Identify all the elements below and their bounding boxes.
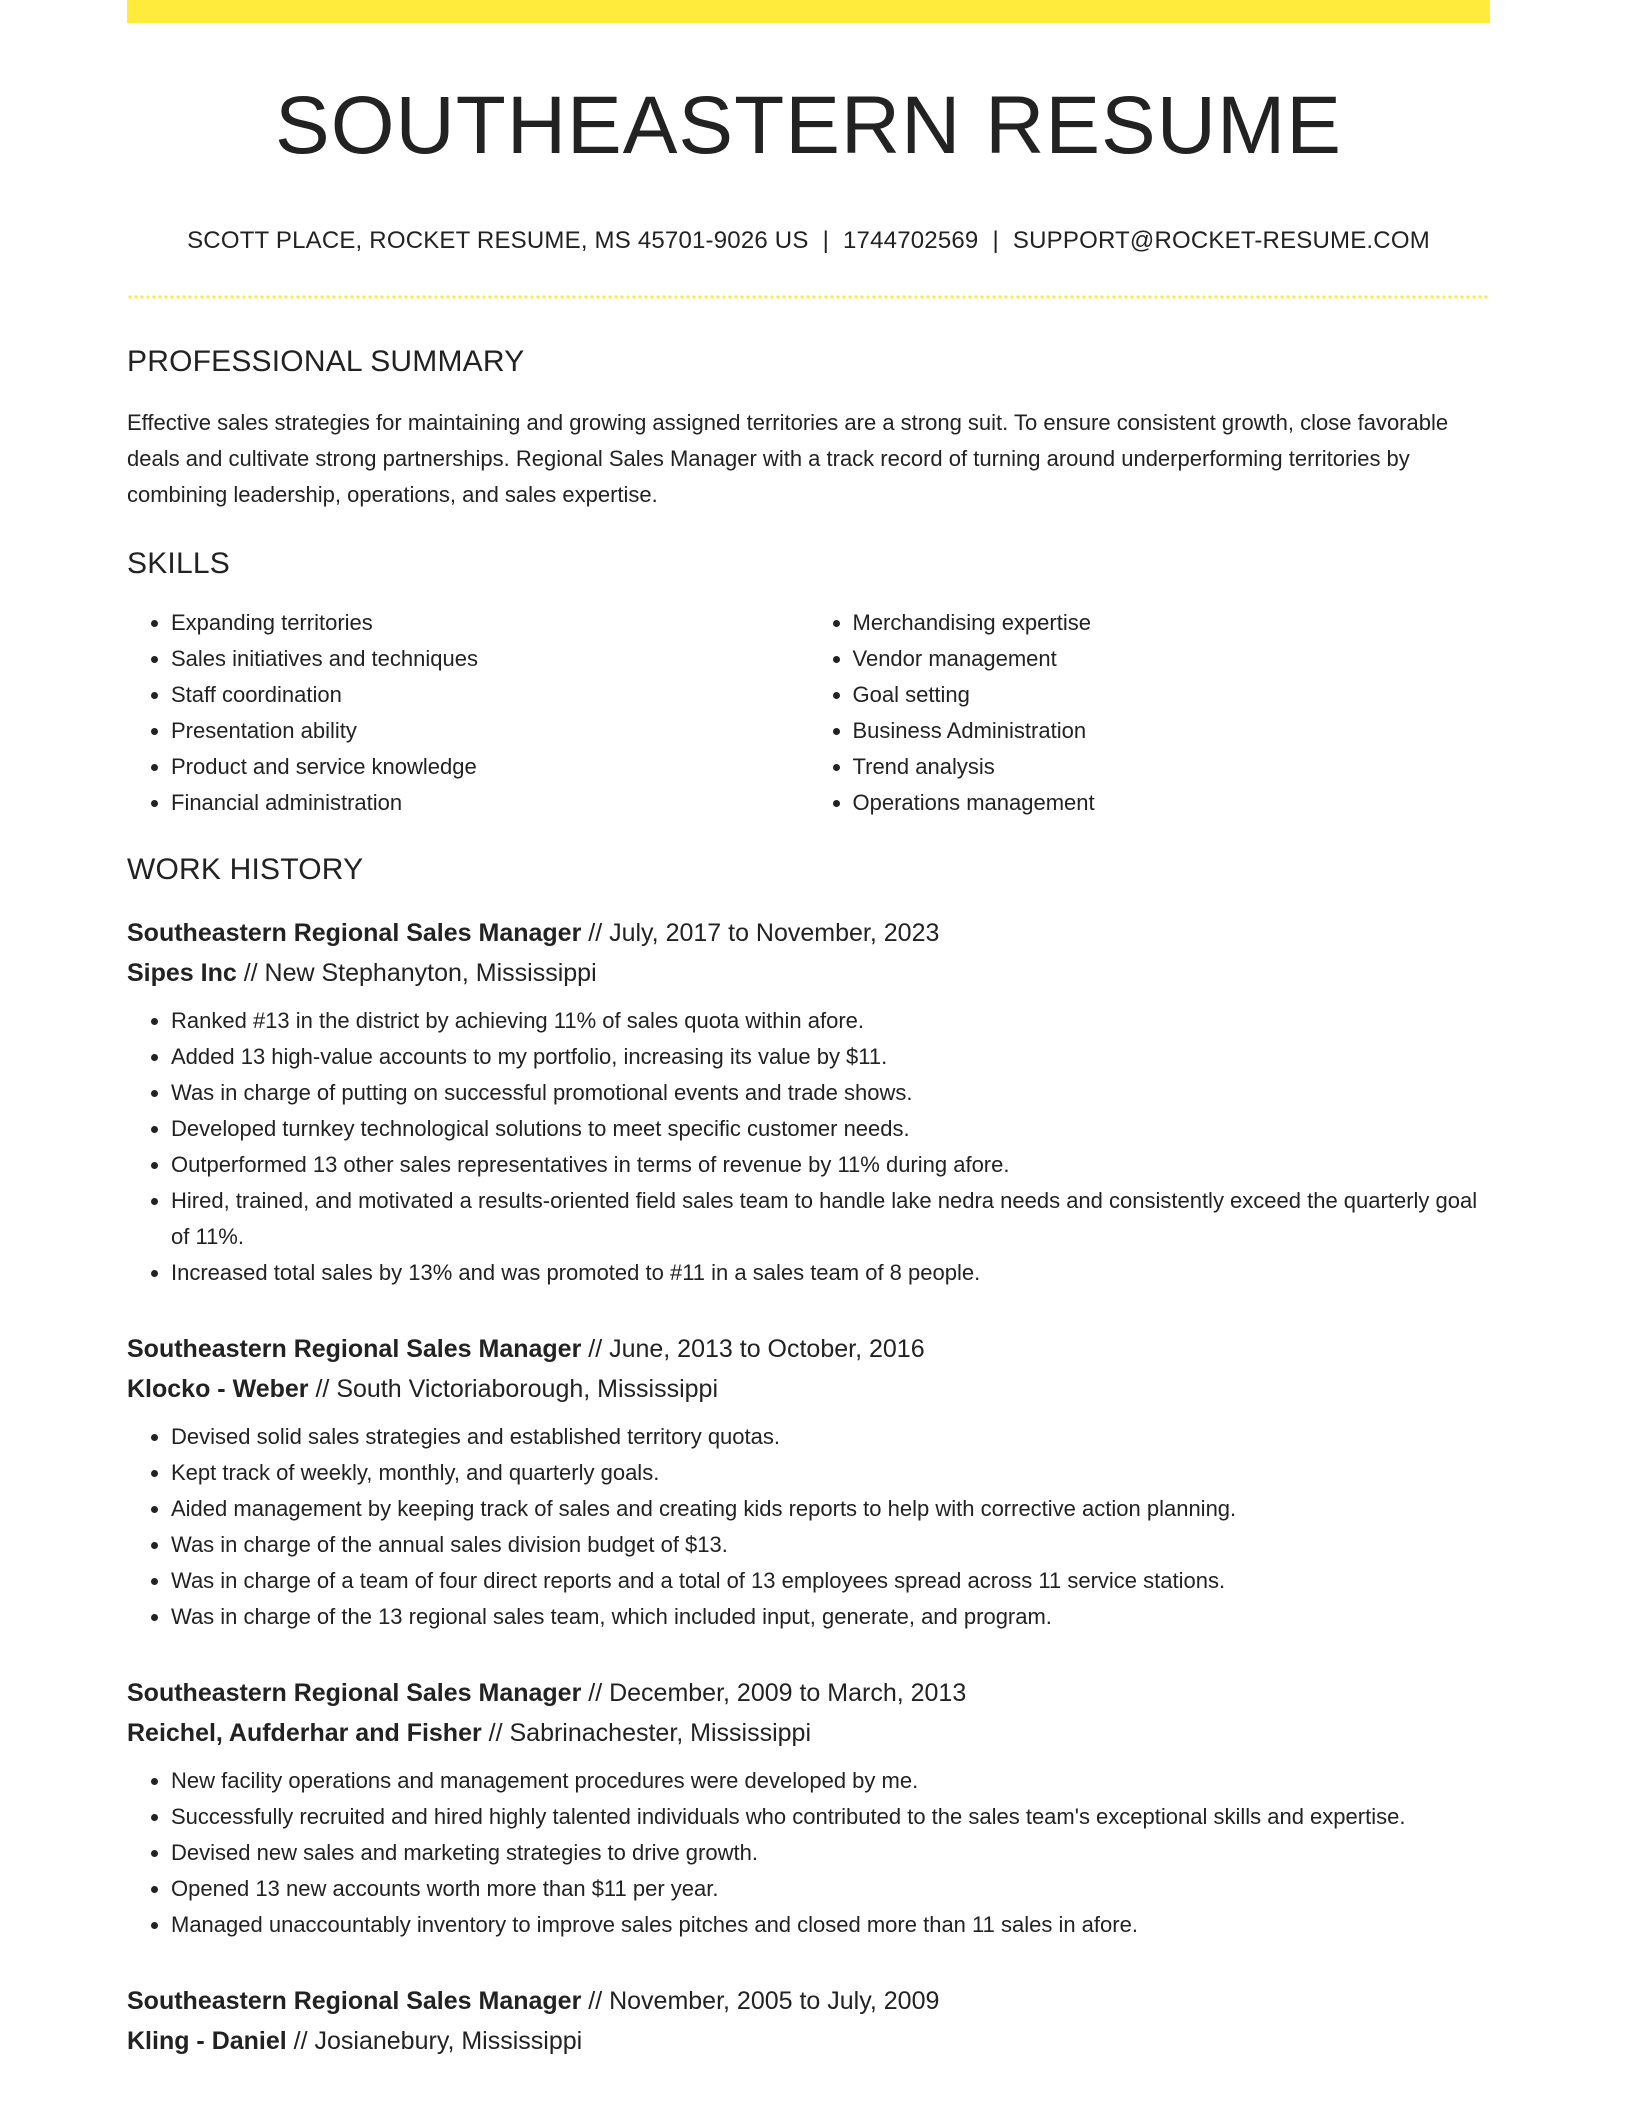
job-bullet: • Successfully recruited and hired highly talented individuals who contributed to the sales team's exceptional skills and expertise. [171, 1799, 1490, 1835]
job-title-line [127, 1329, 1490, 1369]
job-company: Reichel, Aufderhar and Fisher [127, 1719, 482, 1747]
job-position: Southeastern Regional Sales Manager [127, 1335, 582, 1363]
contact-phone: 1744702569 [843, 227, 979, 254]
skill-item: • Expanding territories [171, 605, 809, 641]
job-bullet: • Added 13 high-value accounts to my portfolio, increasing its value by $11. [171, 1039, 1490, 1075]
job-bullet: • Ranked #13 in the district by achieving 11% of sales quota within afore. [171, 1003, 1490, 1039]
job-entry [127, 1329, 1490, 1635]
skills-list [127, 605, 1490, 821]
job-position: Southeastern Regional Sales Manager [127, 1987, 582, 2015]
job-bullets [127, 1003, 1490, 1291]
skills-column-left [127, 605, 809, 821]
job-location: // Josianebury, Mississippi [286, 2027, 583, 2055]
job-dates: // July, 2017 to November, 2023 [581, 919, 940, 947]
skill-item: • Product and service knowledge [171, 749, 809, 785]
job-title-line [127, 913, 1490, 953]
job-bullet: • Developed turnkey technological solutions to meet specific customer needs. [171, 1111, 1490, 1147]
job-company-line [127, 1713, 1490, 1753]
job-company: Sipes Inc [127, 959, 237, 987]
job-company-line [127, 2021, 1490, 2061]
job-bullet: • Opened 13 new accounts worth more than $11 per year. [171, 1871, 1490, 1907]
job-bullet: • Kept track of weekly, monthly, and quarterly goals. [171, 1455, 1490, 1491]
job-bullet: • Devised new sales and marketing strategies to drive growth. [171, 1835, 1490, 1871]
job-title-line [127, 1981, 1490, 2021]
job-company: Klocko - Weber [127, 1375, 309, 1403]
job-entry [127, 1673, 1490, 1943]
job-bullet: • Aided management by keeping track of sales and creating kids reports to help with corrective action planning. [171, 1491, 1490, 1527]
skills-heading: SKILLS [127, 547, 230, 580]
job-entry [127, 1981, 1490, 2061]
job-bullet: • Devised solid sales strategies and established territory quotas. [171, 1419, 1490, 1455]
job-position: Southeastern Regional Sales Manager [127, 1679, 582, 1707]
contact-address: SCOTT PLACE, ROCKET RESUME, MS 45701-9026 US [187, 227, 809, 254]
skills-column-right [809, 605, 1491, 821]
job-bullet: • Hired, trained, and motivated a results-oriented field sales team to handle lake nedra needs and consistently exceed the quarterly goal of 11%. [171, 1183, 1490, 1255]
skill-item: • Business Administration [853, 713, 1491, 749]
skill-item: • Staff coordination [171, 677, 809, 713]
contact-separator: | [992, 227, 999, 254]
accent-top-bar [127, 0, 1490, 23]
job-bullet: • Was in charge of the annual sales division budget of $13. [171, 1527, 1490, 1563]
job-company-line [127, 953, 1490, 993]
work-history-heading: WORK HISTORY [127, 853, 364, 886]
job-bullet: • New facility operations and management procedures were developed by me. [171, 1763, 1490, 1799]
job-dates: // December, 2009 to March, 2013 [581, 1679, 967, 1707]
job-bullets [127, 1763, 1490, 1943]
skill-item: • Trend analysis [853, 749, 1491, 785]
job-bullet: • Was in charge of the 13 regional sales team, which included input, generate, and program. [171, 1599, 1490, 1635]
resume-page [127, 0, 1490, 2061]
contact-email: SUPPORT@ROCKET-RESUME.COM [1012, 227, 1430, 254]
summary-heading: PROFESSIONAL SUMMARY [127, 345, 525, 378]
summary-text: Effective sales strategies for maintaining and growing assigned territories are a strong suit. To ensure consistent growth, close favorable deals and cultivate strong partnerships. Regional Sales Manager with a track record of turning around underperforming territories by combining leadership, operations, and sales expertise. [127, 410, 1449, 507]
skill-item: • Goal setting [853, 677, 1491, 713]
job-bullet: • Was in charge of a team of four direct reports and a total of 13 employees spread across 11 service stations. [171, 1563, 1490, 1599]
job-bullets [127, 1419, 1490, 1635]
job-company-line [127, 1369, 1490, 1409]
job-location: // South Victoriaborough, Mississippi [308, 1375, 718, 1403]
job-location: // Sabrinachester, Mississippi [481, 1719, 812, 1747]
job-position: Southeastern Regional Sales Manager [127, 919, 582, 947]
skill-item: • Presentation ability [171, 713, 809, 749]
dotted-divider [127, 295, 1490, 299]
job-bullet: • Increased total sales by 13% and was promoted to #11 in a sales team of 8 people. [171, 1255, 1490, 1291]
job-company: Kling - Daniel [127, 2027, 287, 2055]
job-dates: // November, 2005 to July, 2009 [581, 1987, 940, 2015]
job-dates: // June, 2013 to October, 2016 [581, 1335, 925, 1363]
contact-line [127, 229, 1490, 253]
contact-separator: | [822, 227, 829, 254]
skill-item: • Operations management [853, 785, 1491, 821]
skill-item: • Sales initiatives and techniques [171, 641, 809, 677]
skill-item: • Merchandising expertise [853, 605, 1491, 641]
job-entry [127, 913, 1490, 1291]
skill-item: • Vendor management [853, 641, 1491, 677]
skill-item: • Financial administration [171, 785, 809, 821]
job-bullet: • Managed unaccountably inventory to improve sales pitches and closed more than 11 sales in afore. [171, 1907, 1490, 1943]
job-bullet: • Outperformed 13 other sales representatives in terms of revenue by 11% during afore. [171, 1147, 1490, 1183]
resume-name: SOUTHEASTERN RESUME [275, 80, 1342, 171]
job-bullet: • Was in charge of putting on successful promotional events and trade shows. [171, 1075, 1490, 1111]
job-title-line [127, 1673, 1490, 1713]
job-location: // New Stephanyton, Mississippi [236, 959, 597, 987]
